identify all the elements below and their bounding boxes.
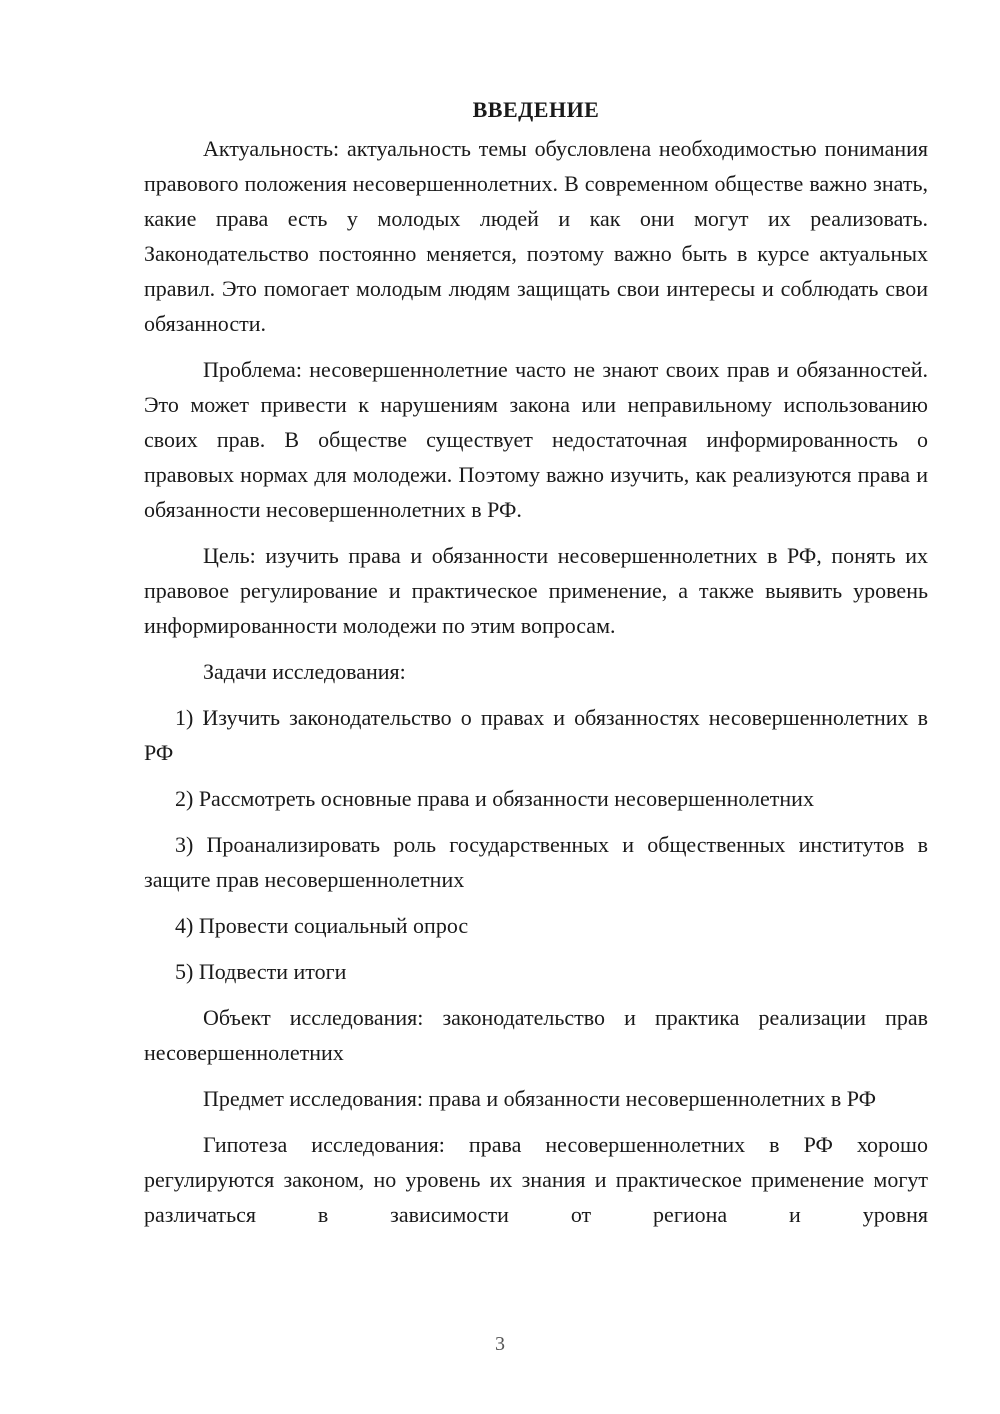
paragraph-subject: Предмет исследования: права и обязанности несовершеннолетних в РФ xyxy=(203,1086,876,1111)
document-page xyxy=(144,92,928,1243)
paragraph-goal: Цель: изучить права и обязанности несовершеннолетних в РФ, понять их правовое регулирование и практическое применение, а также выявить уровень информированности молодежи по этим вопросам. xyxy=(144,543,928,638)
paragraph-object: Объект исследования: законодательство и практика реализации прав несовершеннолетних xyxy=(144,1005,928,1065)
paragraph-problem: Проблема: несовершеннолетние часто не знают своих прав и обязанностей. Это может привести к нарушениям закона или неправильному использованию своих прав. В обществе существует недостаточная информированность о правовых нормах для молодежи. Поэтому важно изучить, как реализуются права и обязанности несовершеннолетних в РФ. xyxy=(144,357,928,522)
paragraph-tasks-title: Задачи исследования: xyxy=(203,659,406,684)
page-title: ВВЕДЕНИЕ xyxy=(472,97,600,122)
page-number: 3 xyxy=(495,1333,505,1355)
list-item: 3) Проанализировать роль государственных и общественных институтов в защите прав несовершеннолетних xyxy=(144,832,928,892)
list-item: 5) Подвести итоги xyxy=(175,959,347,984)
list-item: 4) Провести социальный опрос xyxy=(175,913,469,938)
list-item: 1) Изучить законодательство о правах и обязанностях несовершеннолетних в РФ xyxy=(144,705,928,765)
paragraph-relevance: Актуальность: актуальность темы обусловлена необходимостью понимания правового положения несовершеннолетних. В современном обществе важно знать, какие права есть у молодых людей и как они могут их реализовать. Законодательство постоянно меняется, поэтому важно быть в курсе актуальных правил. Это помогает молодым людям защищать свои интересы и соблюдать свои обязанности. xyxy=(144,136,928,336)
list-item: 2) Рассмотреть основные права и обязанности несовершеннолетних xyxy=(175,786,814,811)
paragraph-hypothesis: Гипотеза исследования: права несовершеннолетних в РФ хорошо регулируются законом, но уровень их знания и практическое применение могут различаться в зависимости от региона и уровня xyxy=(144,1132,928,1227)
